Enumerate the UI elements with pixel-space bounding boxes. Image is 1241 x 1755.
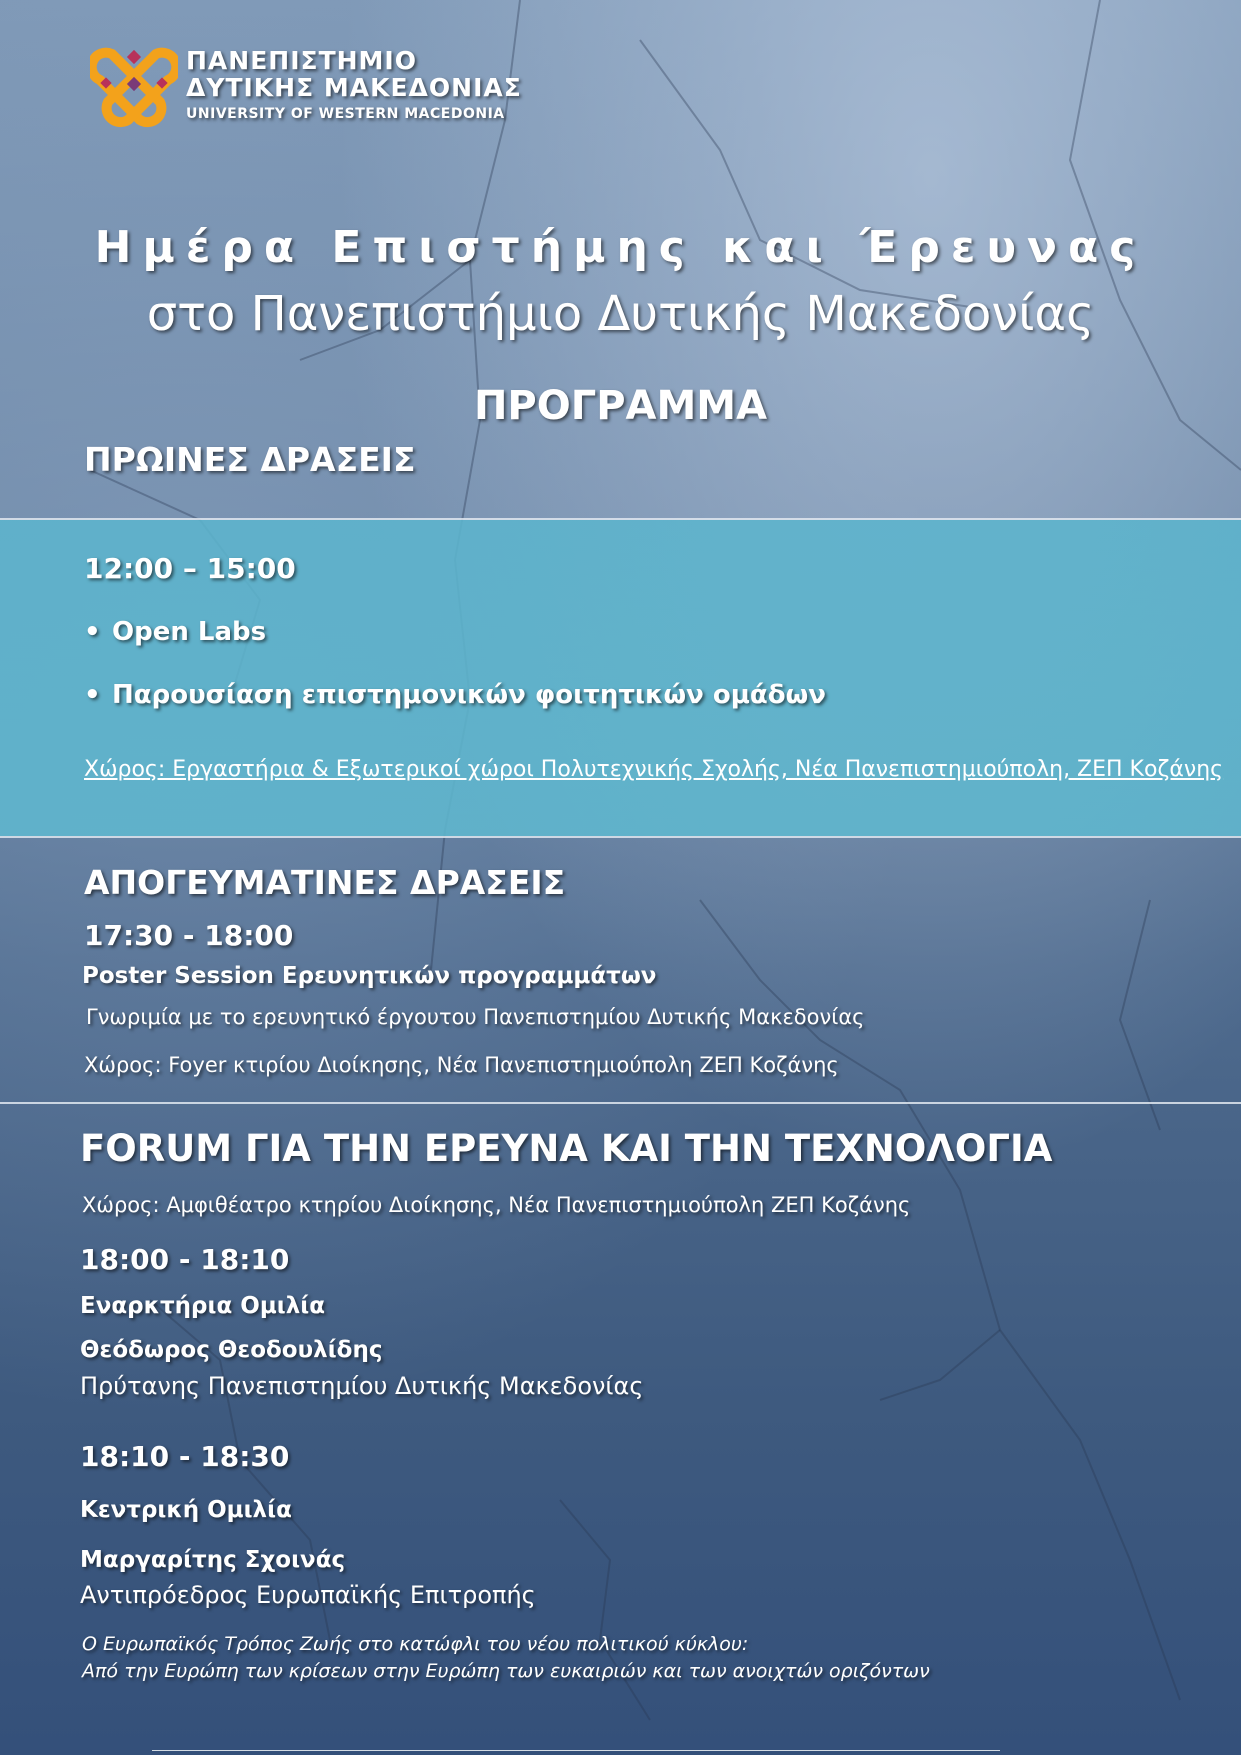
bottom-divider: [152, 1750, 1000, 1751]
afternoon-section-title: ΑΠΟΓΕΥΜΑΤΙΝΕΣ ΔΡΑΣΕΙΣ: [84, 863, 566, 902]
afternoon-time: 17:30 - 18:00: [84, 919, 294, 952]
logo-name-greek-line1: ΠΑΝΕΠΙΣΤΗΜΙΟ: [186, 46, 417, 75]
slot2-time: 18:10 - 18:30: [80, 1440, 290, 1473]
program-heading: ΠΡΟΓΡΑΜΜΑ: [473, 383, 768, 429]
morning-venue: Χώρος: Εργαστήρια & Εξωτερικοί χώροι Πολυτεχνικής Σχολής, Νέα Πανεπιστημιούπολη, ΖΕΠ Κοζάνης: [84, 757, 1224, 782]
divider: [0, 836, 1241, 838]
list-item: • Παρουσίαση επιστημονικών φοιτητικών ομάδων: [84, 680, 826, 710]
morning-section-title: ΠΡΩΙΝΕΣ ΔΡΑΣΕΙΣ: [84, 440, 416, 479]
slot1-speaker: Θεόδωρος Θεοδουλίδης: [80, 1337, 383, 1363]
forum-venue: Χώρος: Αμφιθέατρο κτηρίου Διοίκησης, Νέα Πανεπιστημιούπολη ΖΕΠ Κοζάνης: [82, 1193, 911, 1217]
slot1-time: 18:00 - 18:10: [80, 1243, 290, 1276]
logo-name-greek-line2: ΔΥΤΙΚΗΣ ΜΑΚΕΔΟΝΙΑΣ: [186, 73, 522, 102]
slot2-role: Αντιπρόεδρος Ευρωπαϊκής Επιτροπής: [80, 1581, 536, 1609]
slot1-type: Εναρκτήρια Ομιλία: [80, 1293, 326, 1319]
slot2-speaker: Μαργαρίτης Σχοινάς: [80, 1547, 346, 1573]
afternoon-venue: Χώρος: Foyer κτιρίου Διοίκησης, Νέα Πανεπιστημιούπολη ΖΕΠ Κοζάνης: [84, 1053, 839, 1077]
list-item: • Open Labs: [84, 617, 267, 647]
event-subtitle: στο Πανεπιστήμιο Δυτικής Μακεδονίας: [146, 286, 1095, 342]
forum-section-title: FORUM ΓΙΑ ΤΗΝ ΕΡΕΥΝΑ ΚΑΙ ΤΗΝ ΤΕΧΝΟΛΟΓΙΑ: [80, 1127, 1053, 1170]
university-logo: [90, 40, 530, 135]
poster-session-description: Γνωριμία με το ερευνητικό έργουτου Πανεπιστημίου Δυτικής Μακεδονίας: [86, 1005, 865, 1029]
poster-session-title: Poster Session Ερευνητικών προγραμμάτων: [82, 963, 657, 989]
knot-emblem-icon: [90, 40, 178, 128]
talk-title-line1: Ο Ευρωπαϊκός Τρόπος Ζωής στο κατώφλι του νέου πολιτικού κύκλου:: [82, 1633, 749, 1655]
talk-title-line2: Από την Ευρώπη των κρίσεων στην Ευρώπη των ευκαιριών και των ανοιχτών οριζόντων: [82, 1660, 930, 1682]
slot1-role: Πρύτανης Πανεπιστημίου Δυτικής Μακεδονίας: [80, 1372, 644, 1400]
divider: [0, 1102, 1241, 1104]
morning-time: 12:00 – 15:00: [84, 552, 296, 585]
event-title: Ημέρα Επιστήμης και Έρευνας: [94, 222, 1147, 273]
logo-name-english: UNIVERSITY OF WESTERN MACEDONIA: [186, 106, 505, 122]
slot2-type: Κεντρική Ομιλία: [80, 1497, 292, 1523]
